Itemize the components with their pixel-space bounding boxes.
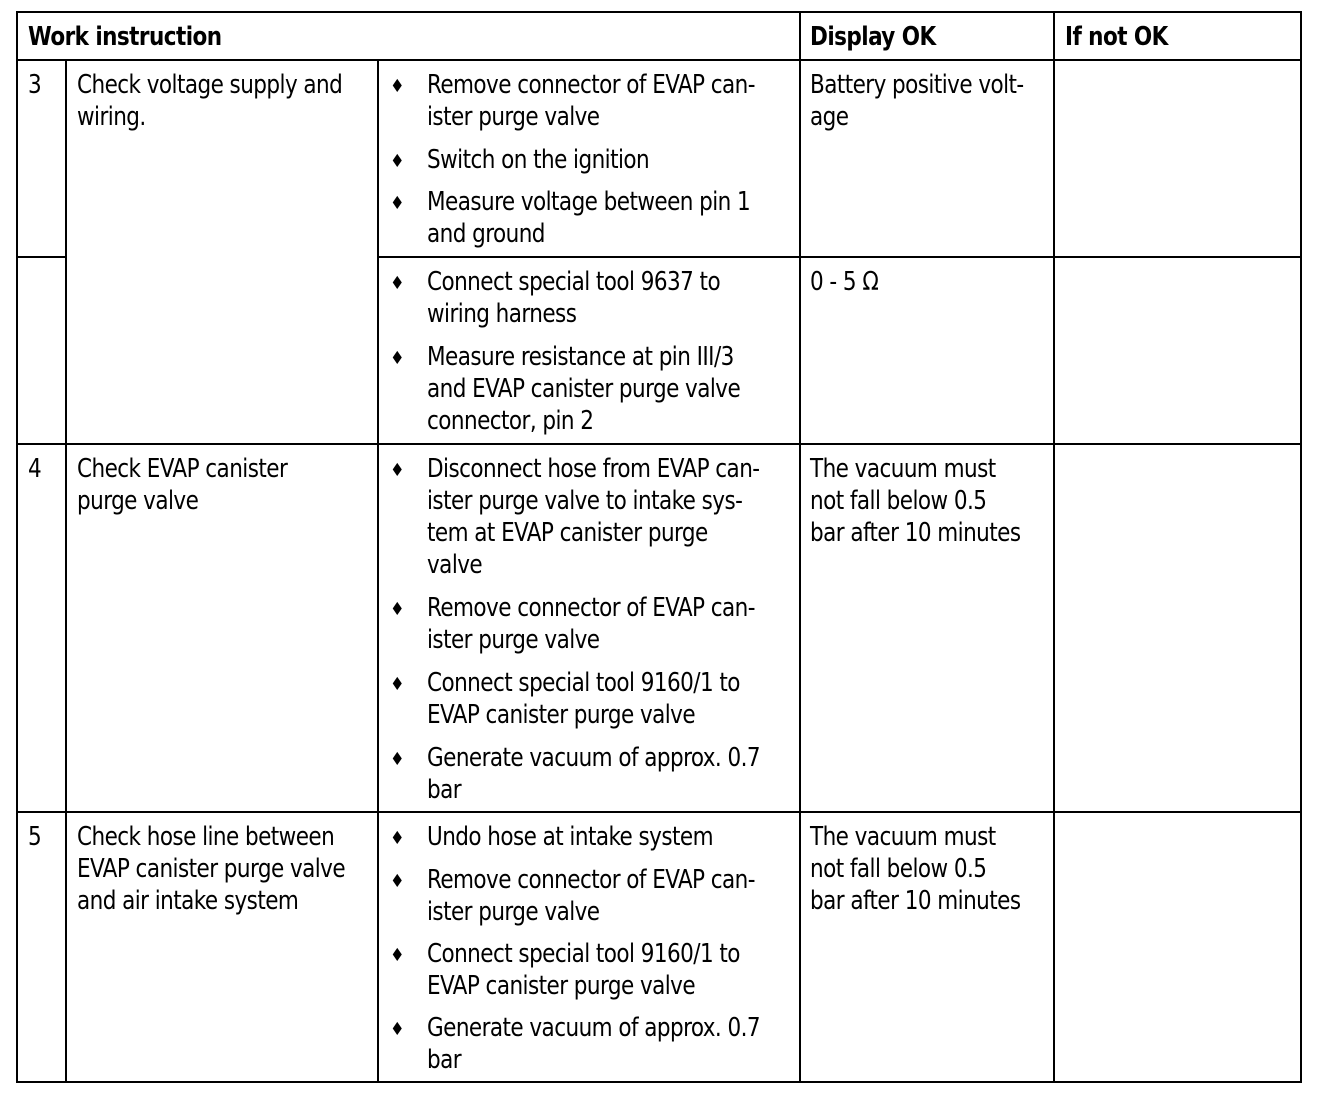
instruction-step: ister purge valve to intake sys- — [427, 486, 743, 516]
row3-group-divider-steps — [377, 256, 1300, 258]
col-divider-number — [65, 59, 67, 1083]
step-title: Check hose line between — [77, 822, 335, 852]
instruction-step: Remove connector of EVAP can- — [427, 865, 755, 895]
instruction-step: Measure resistance at pin III/3 — [427, 342, 734, 372]
header-divider — [18, 59, 1300, 61]
step-title: EVAP canister purge valve — [77, 854, 346, 884]
work-instruction-table — [16, 11, 1302, 1083]
instruction-step: Remove connector of EVAP can- — [427, 593, 755, 623]
bullet-icon: ♦ — [390, 945, 405, 966]
instruction-step: bar — [427, 775, 462, 805]
instruction-step: tem at EVAP canister purge — [427, 518, 708, 548]
bullet-icon: ♦ — [390, 599, 405, 620]
instruction-step: Connect special tool 9160/1 to — [427, 939, 740, 969]
instruction-step: Measure voltage between pin 1 — [427, 187, 751, 217]
header-display-ok: Display OK — [810, 22, 936, 52]
instruction-step: Disconnect hose from EVAP can- — [427, 454, 760, 484]
step-number: 5 — [28, 822, 42, 852]
bullet-icon: ♦ — [390, 828, 405, 849]
instruction-step: and EVAP canister purge valve — [427, 374, 741, 404]
step-title: and air intake system — [77, 886, 299, 916]
row-divider-3-4 — [18, 443, 1300, 445]
instruction-step: Switch on the ignition — [427, 145, 650, 175]
bullet-icon: ♦ — [390, 348, 405, 369]
display-ok-value: The vacuum must — [810, 454, 996, 484]
instruction-step: Generate vacuum of approx. 0.7 — [427, 743, 761, 773]
row-divider-4-5 — [18, 811, 1300, 813]
step-title: purge valve — [77, 486, 199, 516]
col-divider-instruction — [377, 59, 379, 1083]
bullet-icon: ♦ — [390, 273, 405, 294]
instruction-step: and ground — [427, 219, 545, 249]
instruction-step: Undo hose at intake system — [427, 822, 713, 852]
display-ok-value: age — [810, 102, 849, 132]
step-title: wiring. — [77, 102, 146, 132]
step-title: Check voltage supply and — [77, 70, 343, 100]
col-divider-ifnot — [1053, 13, 1055, 1083]
display-ok-value: bar after 10 minutes — [810, 518, 1021, 548]
display-ok-value: Battery positive volt- — [810, 70, 1024, 100]
instruction-step: Connect special tool 9637 to — [427, 267, 721, 297]
bullet-icon: ♦ — [390, 871, 405, 892]
col-divider-display — [799, 13, 801, 1083]
bullet-icon: ♦ — [390, 76, 405, 97]
bullet-icon: ♦ — [390, 460, 405, 481]
instruction-step: Generate vacuum of approx. 0.7 — [427, 1013, 761, 1043]
bullet-icon: ♦ — [390, 151, 405, 172]
instruction-step: EVAP canister purge valve — [427, 971, 696, 1001]
instruction-step: wiring harness — [427, 299, 577, 329]
bullet-icon: ♦ — [390, 749, 405, 770]
instruction-step: bar — [427, 1045, 462, 1075]
display-ok-value: The vacuum must — [810, 822, 996, 852]
display-ok-value: not fall below 0.5 — [810, 854, 987, 884]
instruction-step: Connect special tool 9160/1 to — [427, 668, 740, 698]
display-ok-value: not fall below 0.5 — [810, 486, 987, 516]
instruction-step: connector, pin 2 — [427, 406, 594, 436]
instruction-step: ister purge valve — [427, 625, 600, 655]
instruction-step: valve — [427, 550, 483, 580]
row3-group-divider-number — [18, 256, 66, 258]
instruction-step: ister purge valve — [427, 897, 600, 927]
step-title: Check EVAP canister — [77, 454, 288, 484]
display-ok-value: 0 - 5 Ω — [810, 267, 879, 297]
bullet-icon: ♦ — [390, 1019, 405, 1040]
bullet-icon: ♦ — [390, 193, 405, 214]
bullet-icon: ♦ — [390, 674, 405, 695]
instruction-step: ister purge valve — [427, 102, 600, 132]
display-ok-value: bar after 10 minutes — [810, 886, 1021, 916]
instruction-step: EVAP canister purge valve — [427, 700, 696, 730]
instruction-step: Remove connector of EVAP can- — [427, 70, 755, 100]
header-work-instruction: Work instruction — [28, 22, 222, 52]
step-number: 4 — [28, 454, 42, 484]
step-number: 3 — [28, 70, 42, 100]
header-if-not-ok: If not OK — [1065, 22, 1168, 52]
